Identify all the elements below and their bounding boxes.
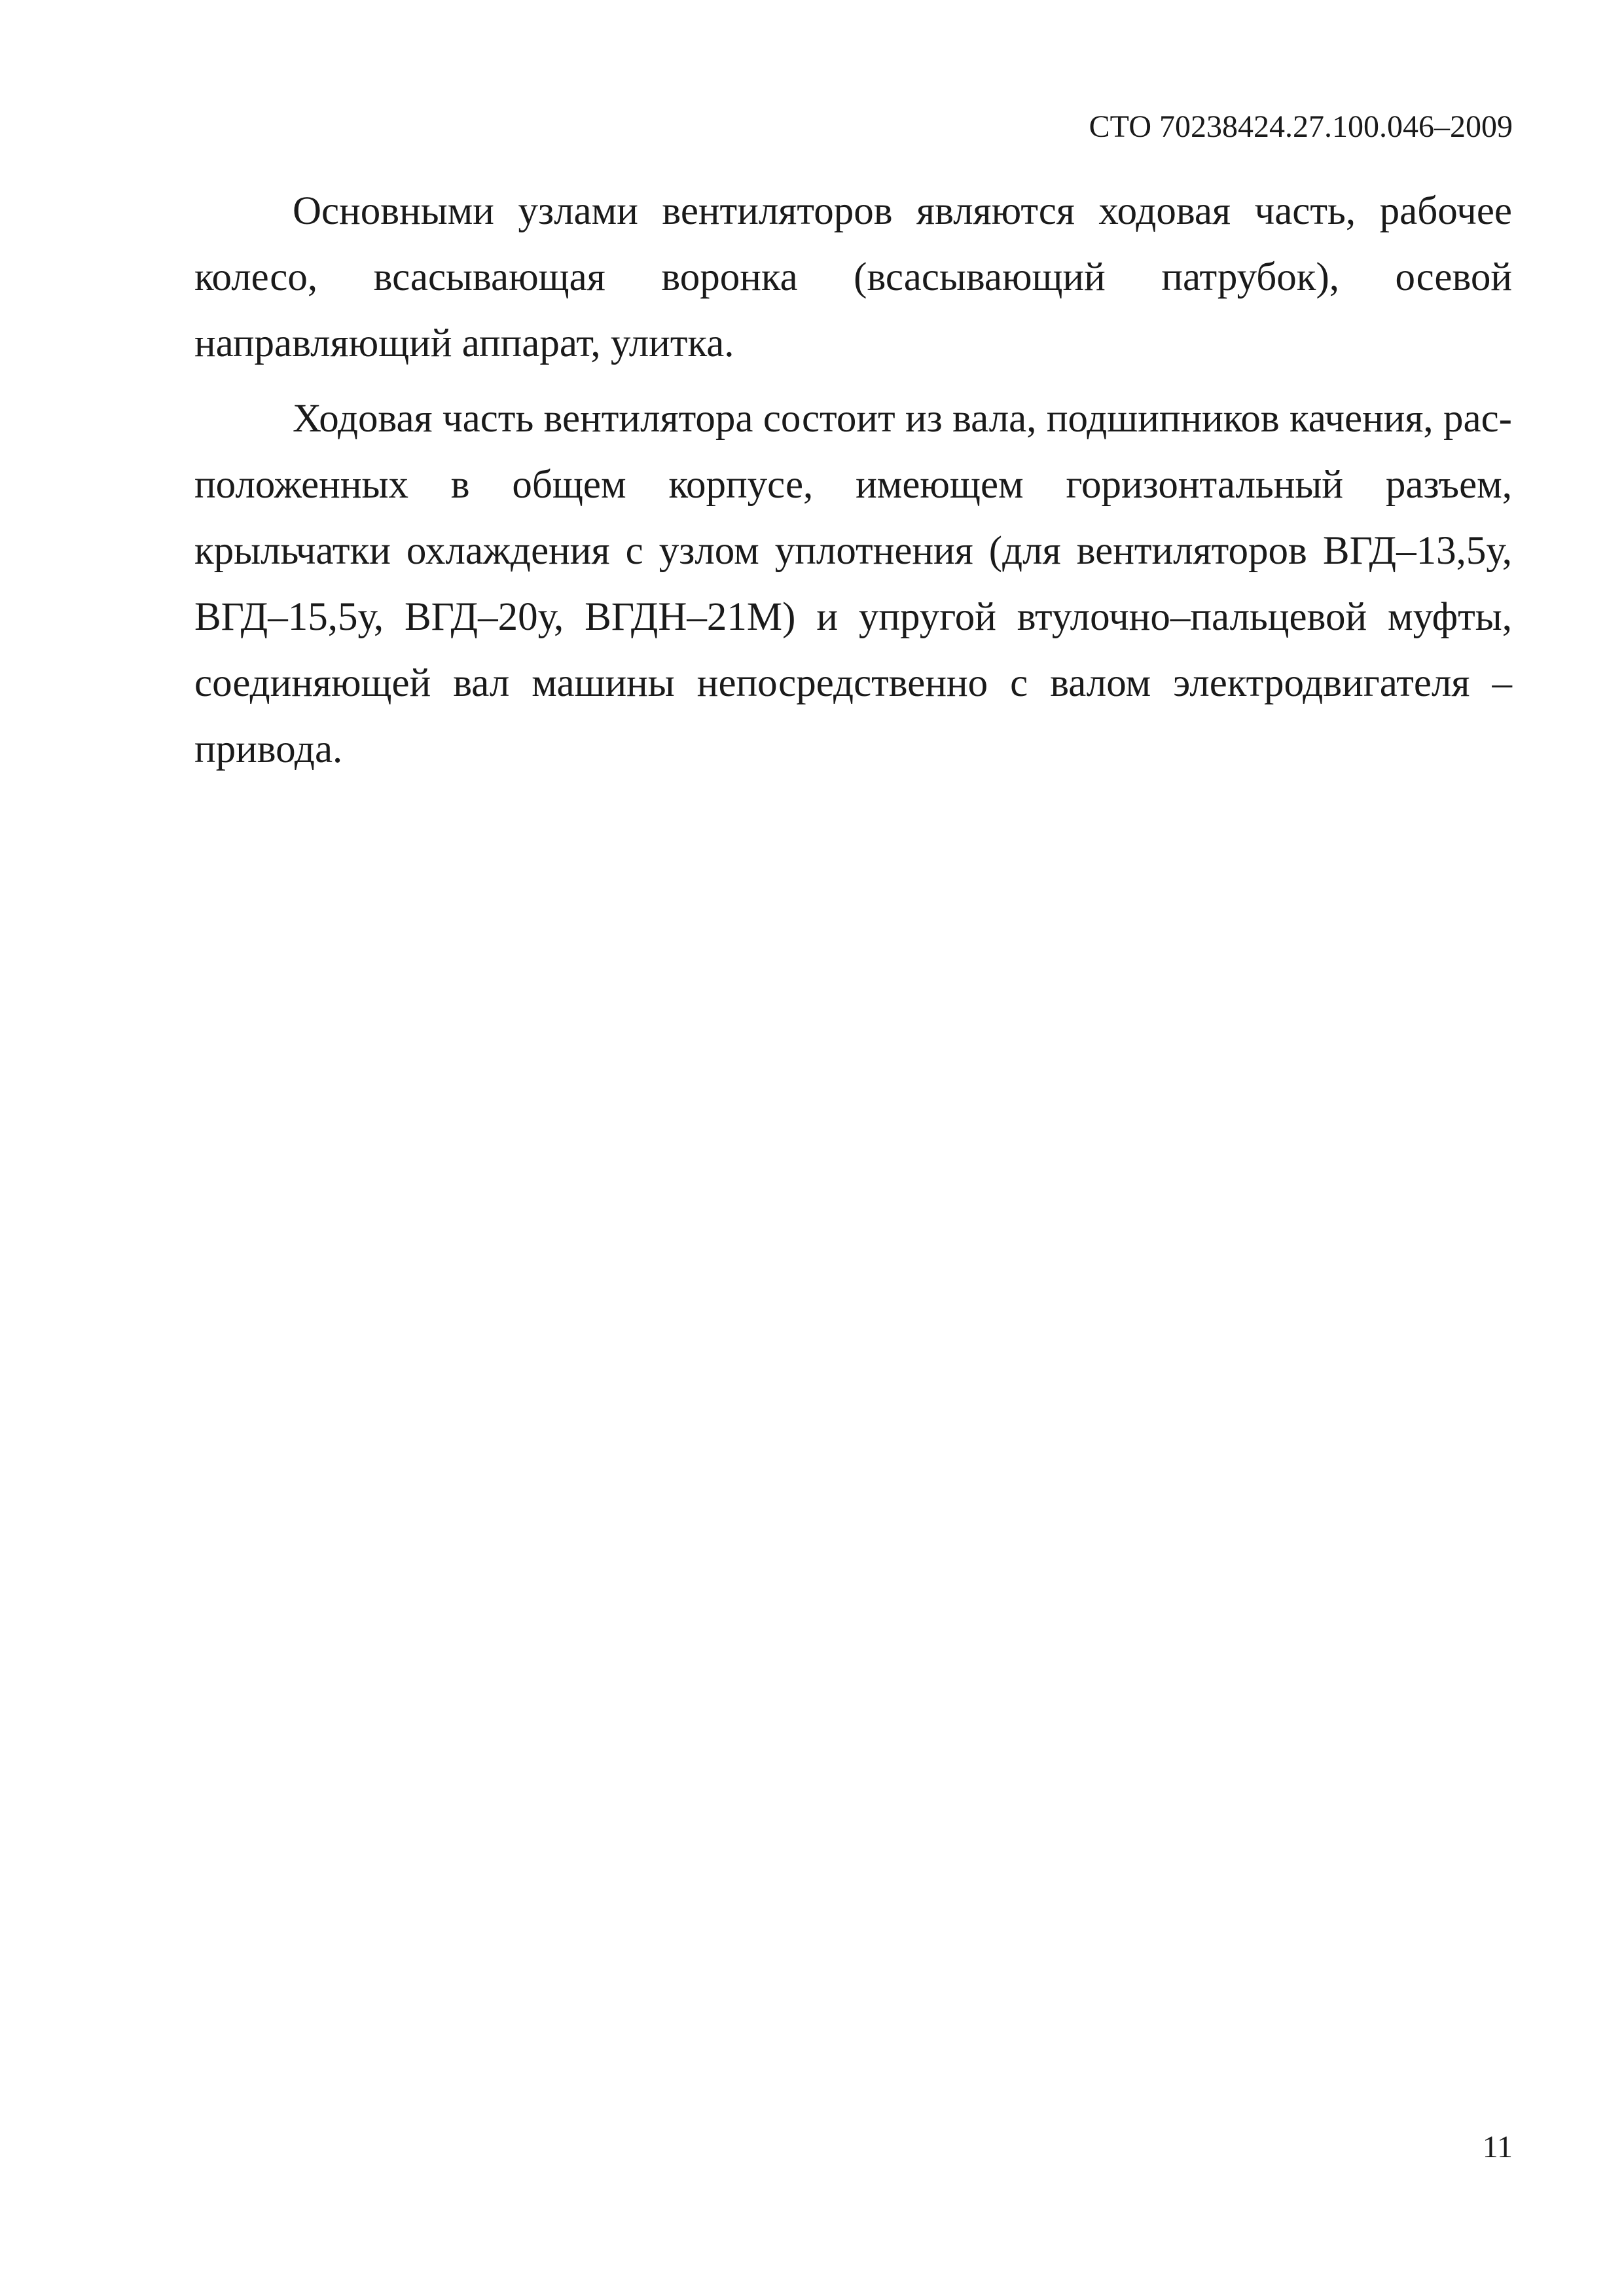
- document-code-header: СТО 70238424.27.100.046–2009: [1089, 109, 1513, 144]
- page-number: 11: [1482, 2130, 1513, 2164]
- paragraph-running-gear: Ходовая часть вентилятора состоит из вала, подшипников качения, расположенных в общем корпусе, имеющем горизонтальный разъем, крыльчатки охлаждения с узлом уплотнения (для вентиляторов ВГД–13,5у, ВГД–15,5у, ВГД–20у, ВГДН–21М) и упругой втулочно–пальцевой муфты, соединяющей вал машины непосредственно с валом электродвигателя – привода.: [194, 397, 1512, 771]
- document-body: [194, 178, 1512, 782]
- paragraph-main-units: Основными узлами вентиляторов являются ходовая часть, рабочее колесо, всасывающая воронка (всасывающий патрубок), осевой направляющий аппарат, улитка.: [194, 189, 1512, 365]
